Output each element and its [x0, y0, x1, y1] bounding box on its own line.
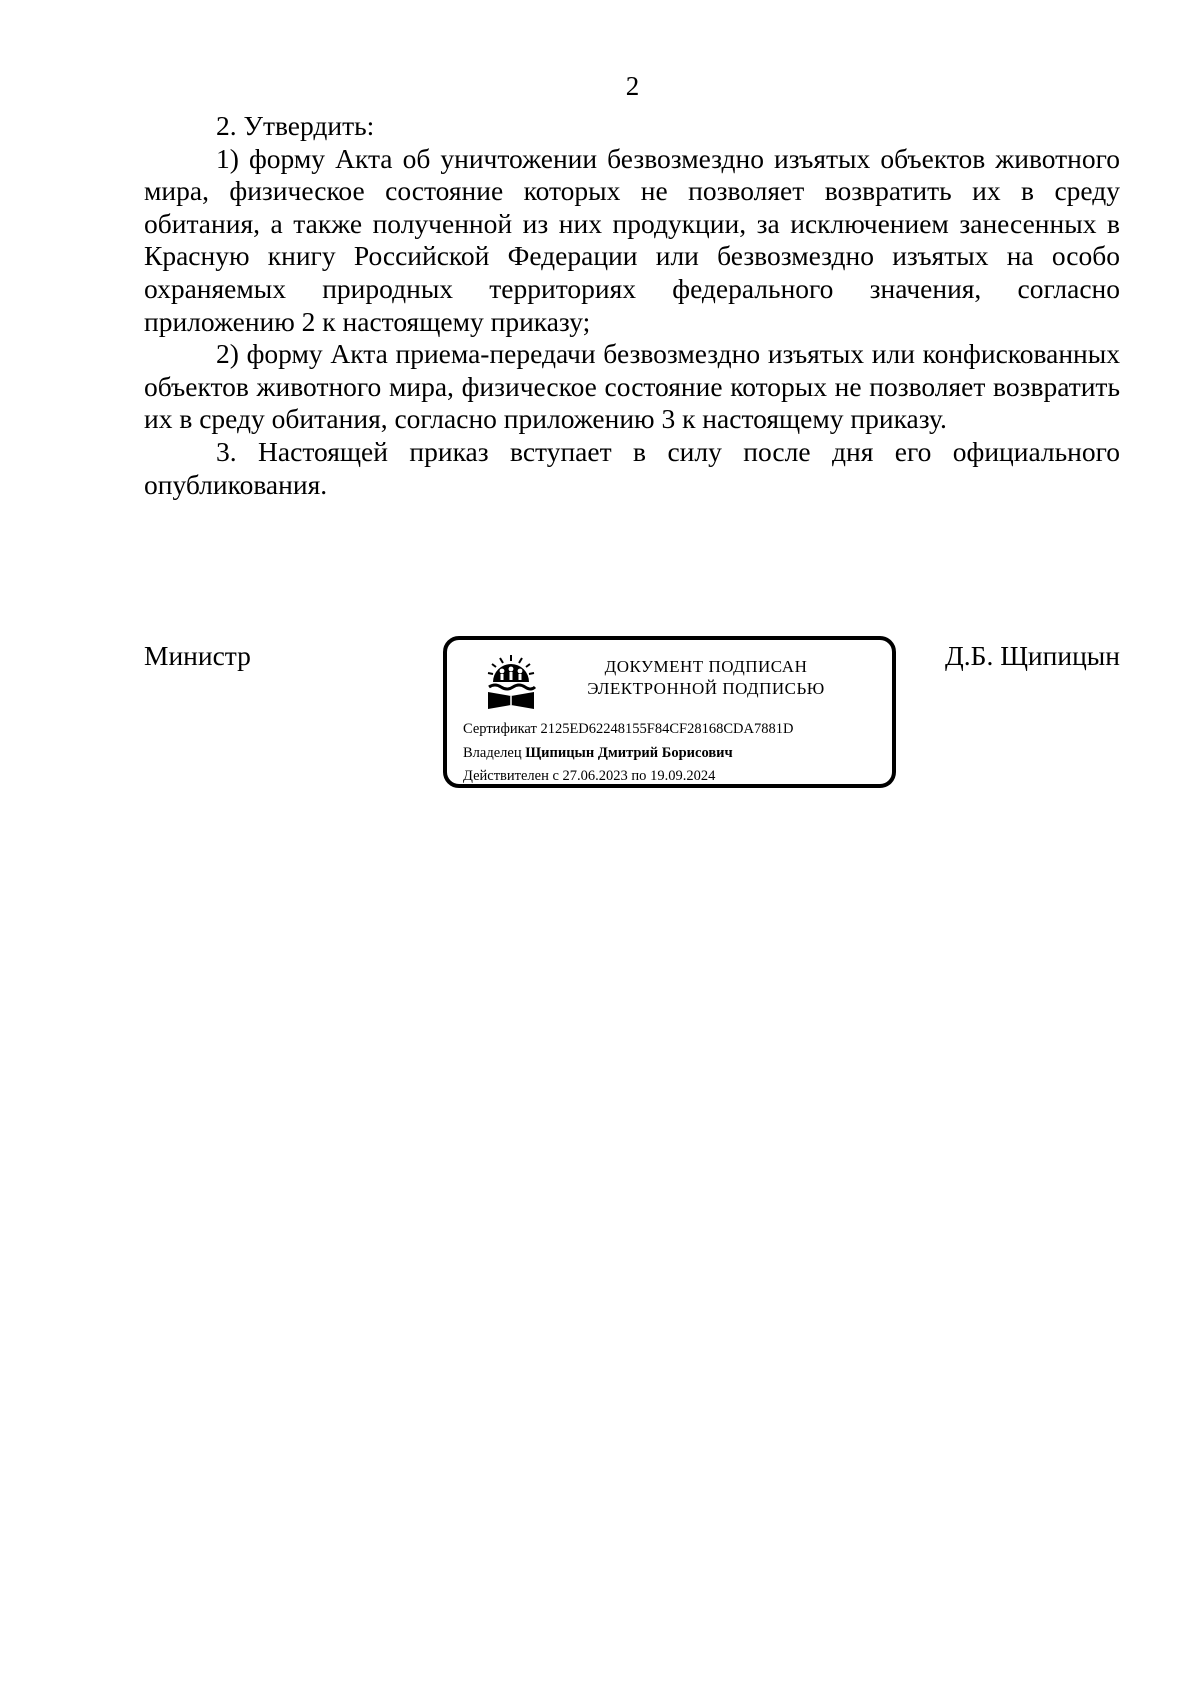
paragraph-approve-heading: 2. Утвердить: [216, 110, 375, 141]
paragraph-effective-date: 3. Настоящей приказ вступает в силу после дня его официального опубликования. [144, 435, 1120, 500]
certificate-label: Сертификат [463, 721, 537, 737]
stamp-heading-line-1: ДОКУМЕНТ ПОДПИСАН [604, 657, 808, 676]
stamp-owner-row [463, 742, 793, 766]
regional-coat-of-arms-icon [485, 654, 537, 710]
electronic-signature-stamp [443, 636, 896, 788]
stamp-heading [551, 656, 861, 700]
owner-value: Щипицын Дмитрий Борисович [525, 744, 733, 761]
valid-label: Действителен [463, 768, 549, 784]
certificate-value: 2125ED62248155F84CF28168CDA7881D [540, 721, 794, 737]
owner-label: Владелец [463, 744, 522, 761]
valid-to-date: 19.09.2024 [650, 768, 716, 784]
signer-name: Д.Б. Щипицын [945, 640, 1120, 671]
stamp-details [463, 718, 793, 789]
signature-block [144, 636, 1120, 796]
page-number: 2 [625, 71, 640, 101]
stamp-validity-row [463, 765, 793, 789]
paragraph-approve-item-2: 2) форму Акта приема-передачи безвозмездно изъятых или конфискованных объектов животного мира, физическое состояние которых не позволяет возвратить их в среду обитания, согласно приложению 3 к настоящему приказу. [144, 338, 1120, 435]
stamp-heading-line-2: ЭЛЕКТРОННОЙ ПОДПИСЬЮ [587, 679, 825, 698]
valid-from-date: 27.06.2023 [562, 768, 628, 784]
paragraph-approve-item-1: 1) форму Акта об уничтожении безвозмездно изъятых объектов животного мира, физическое состояние которых не позволяет возвратить их в среду обитания, а также полученной из них продукции, за исключением занесенных в Красную книгу Российской Федерации или безвозмездно изъятых на особо охраняемых природных территориях федерального значения, согласно приложению 2 к настоящему приказу; [144, 142, 1120, 337]
valid-from-label: с [552, 768, 559, 784]
stamp-certificate-row [463, 718, 793, 742]
signer-position: Министр [144, 640, 251, 671]
valid-to-label: по [631, 768, 647, 784]
order-body [144, 110, 1120, 501]
